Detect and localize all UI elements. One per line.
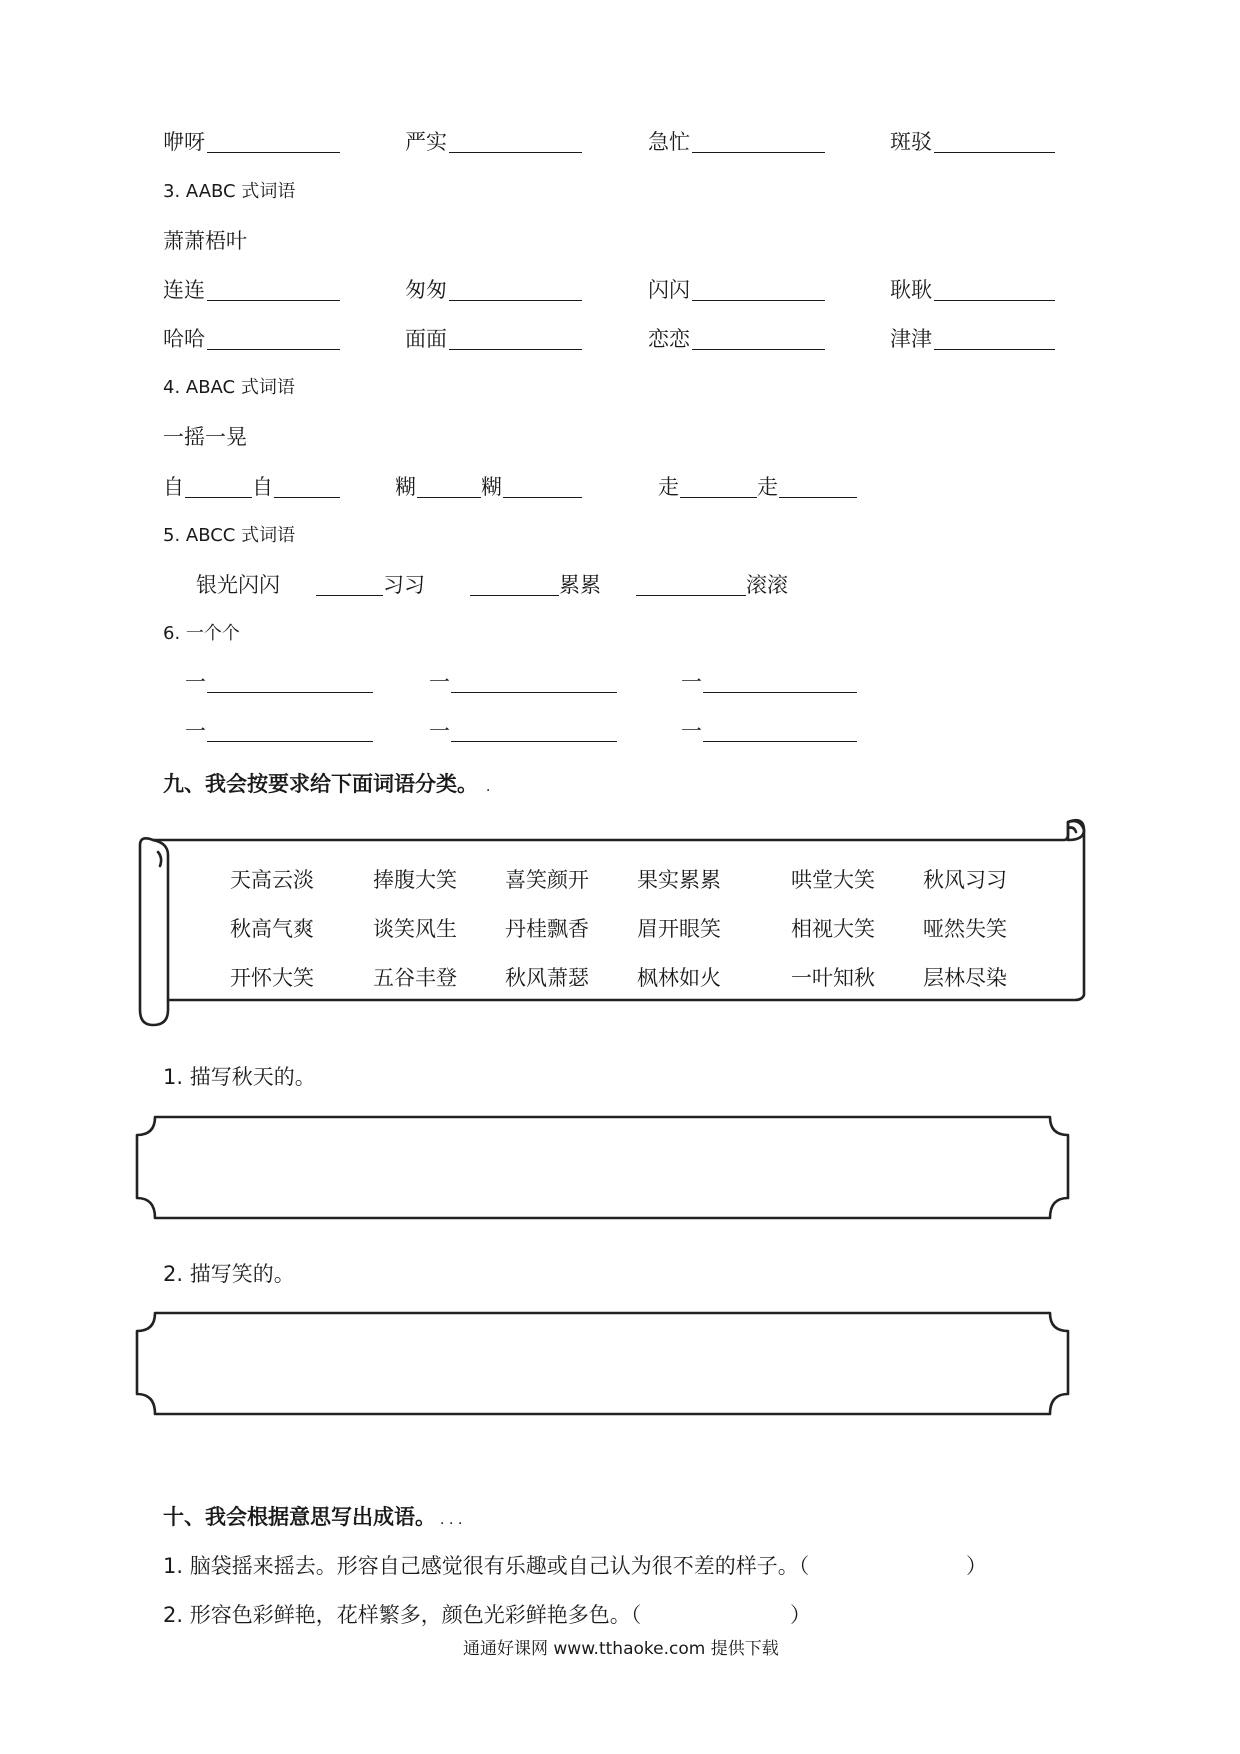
- idiom-word: 秋风习习: [923, 868, 1007, 892]
- item5-title: 5. ABCC 式词语: [163, 525, 296, 546]
- footer-credit: 通通好课网 www.tthaoke.com 提供下载: [463, 1639, 779, 1659]
- prefix-char: 一: [429, 670, 450, 694]
- item3-example: 萧萧梧叶: [163, 229, 247, 253]
- prefix-char: 一: [185, 670, 206, 694]
- suffix-label: 滚滚: [746, 573, 788, 597]
- idiom-word: 五谷丰登: [373, 966, 457, 990]
- idiom-word: 一叶知秋: [791, 966, 875, 990]
- item6-title: 6. 一个个: [163, 623, 240, 644]
- suffix-label: 习习: [383, 573, 425, 597]
- heading-dots: ．．．: [440, 1512, 474, 1528]
- section9-question-1: 1. 描写秋天的。: [163, 1065, 316, 1089]
- answer-paren-2[interactable]: [685, 1603, 785, 1629]
- word-label: 闪闪: [648, 278, 690, 302]
- item4-title: 4. ABAC 式词语: [163, 377, 295, 398]
- idiom-word: 枫林如火: [637, 966, 721, 990]
- section10-question-2: 2. 形容色彩鲜艳，花样繁多，颜色光彩鲜艳多色。（: [163, 1603, 642, 1627]
- word-label: 咿呀: [163, 130, 205, 154]
- idiom-word: 谈笑风生: [373, 917, 457, 941]
- section10-heading: 十、我会根据意思写出成语。: [163, 1505, 436, 1529]
- prefix-char: 一: [185, 719, 206, 743]
- answer-area-2[interactable]: [160, 1331, 1050, 1394]
- fixed-char: 糊: [481, 475, 502, 499]
- idiom-word: 眉开眼笑: [637, 917, 721, 941]
- word-label: 严实: [405, 130, 447, 154]
- fixed-char: 走: [658, 475, 679, 499]
- word-label: 津津: [890, 327, 932, 351]
- idiom-word: 哑然失笑: [923, 917, 1007, 941]
- prefix-char: 一: [681, 670, 702, 694]
- idiom-word: 哄堂大笑: [791, 868, 875, 892]
- answer-area-1[interactable]: [160, 1135, 1050, 1198]
- heading-dots: ．: [486, 779, 502, 795]
- suffix-label: 累累: [559, 573, 601, 597]
- idiom-word: 捧腹大笑: [373, 868, 457, 892]
- word-label: 斑驳: [890, 130, 932, 154]
- idiom-word: 秋风萧瑟: [505, 966, 589, 990]
- idiom-word: 层林尽染: [923, 966, 1007, 990]
- word-label: 恋恋: [648, 327, 690, 351]
- fixed-char: 自: [252, 475, 273, 499]
- word-label: 连连: [163, 278, 205, 302]
- prefix-char: 一: [681, 719, 702, 743]
- idiom-word: 天高云淡: [230, 868, 314, 892]
- item4-example: 一摇一晃: [163, 425, 247, 449]
- idiom-word: 开怀大笑: [230, 966, 314, 990]
- word-label: 哈哈: [163, 327, 205, 351]
- word-label: 急忙: [648, 130, 690, 154]
- section10-question-1: 1. 脑袋摇来摇去。形容自己感觉很有乐趣或自己认为很不差的样子。（: [163, 1554, 810, 1578]
- answer-paren-1[interactable]: [860, 1554, 960, 1580]
- prefix-char: 一: [429, 719, 450, 743]
- idiom-word: 相视大笑: [791, 917, 875, 941]
- idiom-word: 丹桂飘香: [505, 917, 589, 941]
- section9-question-2: 2. 描写笑的。: [163, 1262, 295, 1286]
- item3-title: 3. AABC 式词语: [163, 181, 296, 202]
- word-label: 匆匆: [405, 278, 447, 302]
- idiom-word: 喜笑颜开: [505, 868, 589, 892]
- fixed-char: 走: [757, 475, 778, 499]
- fixed-char: 糊: [395, 475, 416, 499]
- fixed-char: 自: [163, 475, 184, 499]
- word-label: 耿耿: [890, 278, 932, 302]
- word-label: 面面: [405, 327, 447, 351]
- close-paren: ）: [790, 1603, 811, 1627]
- idiom-word: 果实累累: [637, 868, 721, 892]
- close-paren: ）: [966, 1554, 987, 1578]
- item5-example: 银光闪闪: [196, 573, 280, 597]
- idiom-word: 秋高气爽: [230, 917, 314, 941]
- section9-heading: 九、我会按要求给下面词语分类。: [163, 772, 478, 796]
